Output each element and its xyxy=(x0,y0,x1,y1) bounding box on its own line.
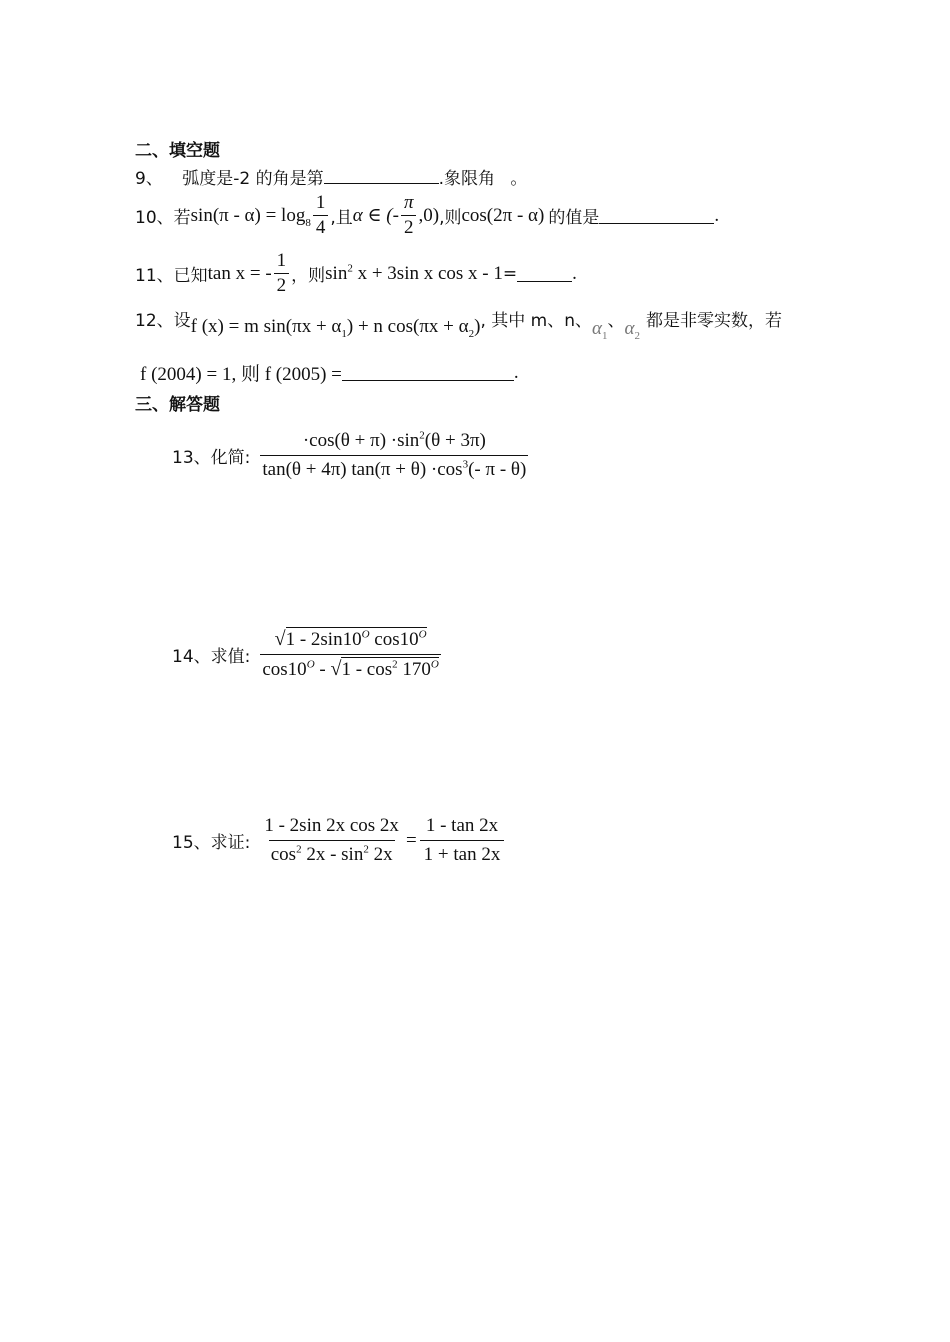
question-9 xyxy=(135,164,527,189)
question-label: 13、化简: xyxy=(172,448,251,468)
square-root: $√1 - \cos^2 170^O$ xyxy=(330,658,439,680)
simplify-fraction xyxy=(260,430,528,481)
math-expression: f (x) = m $\sin(\pi x + \alpha_1) + n$ $\cos(\pi x + \alpha_2)$ xyxy=(190,316,481,340)
question-text: ,且 xyxy=(330,208,353,228)
fraction-numerator: 1 - 2sin 2x cos 2x xyxy=(264,815,399,836)
math-expression: ,0) xyxy=(418,204,440,226)
question-12-line-2 xyxy=(140,359,519,386)
question-text: ，则 xyxy=(291,266,326,286)
question-end: . xyxy=(572,262,577,284)
section-heading-fill-blank: 二、填空题 xyxy=(135,141,220,161)
lhs-fraction xyxy=(260,815,403,866)
question-13 xyxy=(172,430,528,481)
fraction-numerator: 1 - tan 2x xyxy=(425,815,499,836)
math-expression: cos(2π - α) xyxy=(461,204,545,226)
question-text: 若 xyxy=(173,208,191,228)
question-14 xyxy=(172,628,441,681)
fraction-denominator: $\cos 10^O - √1 - \cos^2 170^O$ xyxy=(260,654,440,681)
question-number: 11、 xyxy=(135,266,174,286)
fraction-denominator: tan(θ + 4π) $\tan(\pi + \theta) \cdot\cos^3(-$ π - θ) xyxy=(260,455,528,481)
question-10 xyxy=(135,192,719,239)
fraction-pi-half: $\frac{\pi}{2}$ xyxy=(401,192,417,239)
question-text-after: .象限角 xyxy=(438,169,495,189)
question-number: 12、 xyxy=(135,311,174,331)
answer-blank xyxy=(324,182,439,184)
math-expression: f (2004) = 1, 则 f (2005) = xyxy=(140,364,342,385)
rhs-fraction xyxy=(420,815,505,866)
alpha-2: $\alpha_2$ xyxy=(624,318,640,342)
fraction-denominator: $\cos^2 2x - \sin^2 2x$ xyxy=(269,840,395,866)
answer-blank xyxy=(517,280,572,282)
math-expression: α ∈ (- xyxy=(352,205,399,226)
question-text: 弧度是-2 的角是第 xyxy=(182,169,324,189)
question-label: 14、求值: xyxy=(172,647,251,667)
math-expression: $\sin^2 x + 3\sin$ x cos x - 1 xyxy=(325,262,503,284)
question-11 xyxy=(135,250,577,297)
question-number: 9、 xyxy=(135,169,163,189)
question-label: 15、求证: xyxy=(172,833,251,853)
question-12 xyxy=(135,306,782,340)
fraction-one-half: $\frac{1}{2}$ xyxy=(274,250,290,297)
separator: 、 xyxy=(607,311,625,331)
evaluate-fraction xyxy=(260,628,440,681)
math-expression: tan x = - xyxy=(207,262,272,284)
section-heading-answer: 三、解答题 xyxy=(135,395,220,415)
answer-blank xyxy=(342,379,514,381)
question-text: , 其中 m、n、 xyxy=(480,311,592,331)
fraction-numerator: $\cdot\cos(\theta + \pi) \cdot\sin^2(\theta + 3\pi)$ xyxy=(302,429,486,451)
math-expression: $\sin(\pi - \alpha) = \log_8$ xyxy=(190,204,311,229)
question-text: 已知 xyxy=(173,266,208,286)
answer-blank xyxy=(599,222,714,224)
alpha-1: $\alpha_1$ xyxy=(591,318,608,342)
question-end: . xyxy=(513,361,519,383)
question-15 xyxy=(172,815,504,866)
square-root: $√1 - 2\sin 10^O$ $\cos 10^O$ xyxy=(274,628,427,650)
question-end: . xyxy=(714,204,720,226)
equals-sign: = xyxy=(502,263,518,284)
fraction-denominator: 1 + tan 2x xyxy=(420,840,505,866)
fraction-one-quarter: $\frac{1}{4}$ xyxy=(313,192,329,239)
question-text: 都是非零实数，若 xyxy=(645,311,782,331)
question-text: 设 xyxy=(173,311,191,331)
question-text: 的值是 xyxy=(548,208,600,228)
fraction-numerator xyxy=(271,628,431,654)
question-text: ,则 xyxy=(439,208,462,228)
question-number: 10、 xyxy=(135,208,174,228)
equals-sign: = xyxy=(405,829,417,851)
question-trailing: 。 xyxy=(510,169,528,189)
